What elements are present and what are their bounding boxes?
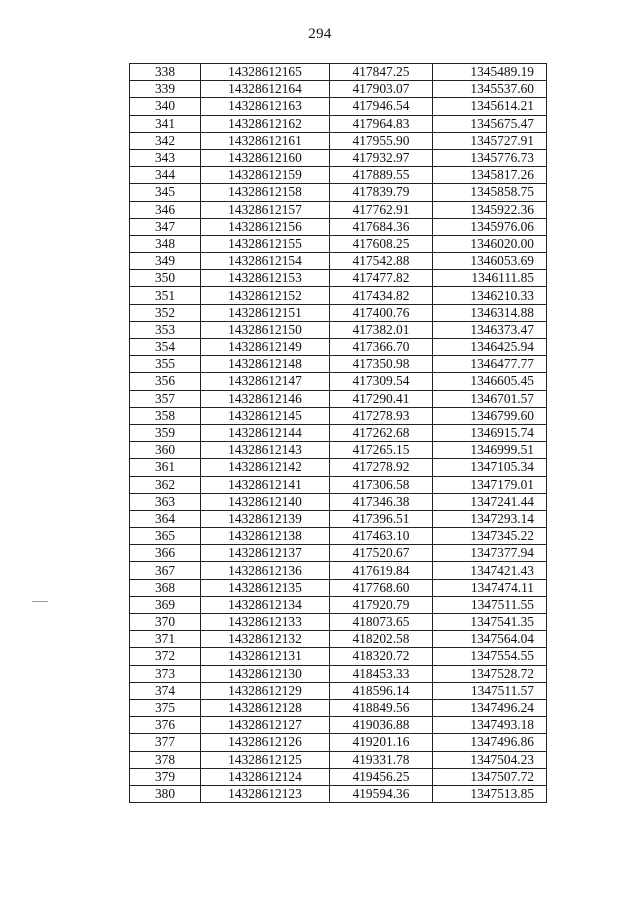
y-coordinate-cell: 1347507.72 bbox=[433, 768, 547, 785]
table-row bbox=[130, 528, 547, 545]
table-row bbox=[130, 717, 547, 734]
table-row bbox=[130, 682, 547, 699]
x-coordinate-cell: 417920.79 bbox=[330, 596, 433, 613]
y-coordinate-cell: 1346373.47 bbox=[433, 321, 547, 338]
x-coordinate-cell: 419456.25 bbox=[330, 768, 433, 785]
row-number-cell: 349 bbox=[130, 253, 201, 270]
row-number-cell: 368 bbox=[130, 579, 201, 596]
row-number-cell: 370 bbox=[130, 614, 201, 631]
y-coordinate-cell: 1347511.57 bbox=[433, 682, 547, 699]
table-row bbox=[130, 390, 547, 407]
cadastral-id-cell: 14328612135 bbox=[201, 579, 330, 596]
x-coordinate-cell: 417366.70 bbox=[330, 339, 433, 356]
y-coordinate-cell: 1346477.77 bbox=[433, 356, 547, 373]
row-number-cell: 375 bbox=[130, 699, 201, 716]
row-number-cell: 348 bbox=[130, 235, 201, 252]
table-row bbox=[130, 407, 547, 424]
table-row bbox=[130, 424, 547, 441]
table-row bbox=[130, 442, 547, 459]
row-number-cell: 371 bbox=[130, 631, 201, 648]
x-coordinate-cell: 417946.54 bbox=[330, 98, 433, 115]
y-coordinate-cell: 1347493.18 bbox=[433, 717, 547, 734]
cadastral-id-cell: 14328612147 bbox=[201, 373, 330, 390]
x-coordinate-cell: 418202.58 bbox=[330, 631, 433, 648]
row-number-cell: 341 bbox=[130, 115, 201, 132]
y-coordinate-cell: 1346425.94 bbox=[433, 339, 547, 356]
row-number-cell: 380 bbox=[130, 785, 201, 802]
cadastral-id-cell: 14328612137 bbox=[201, 545, 330, 562]
row-number-cell: 377 bbox=[130, 734, 201, 751]
table-row bbox=[130, 699, 547, 716]
x-coordinate-cell: 417396.51 bbox=[330, 510, 433, 527]
x-coordinate-cell: 417542.88 bbox=[330, 253, 433, 270]
cadastral-id-cell: 14328612142 bbox=[201, 459, 330, 476]
table-row bbox=[130, 562, 547, 579]
row-number-cell: 362 bbox=[130, 476, 201, 493]
x-coordinate-cell: 417964.83 bbox=[330, 115, 433, 132]
x-coordinate-cell: 419331.78 bbox=[330, 751, 433, 768]
x-coordinate-cell: 417684.36 bbox=[330, 218, 433, 235]
y-coordinate-cell: 1347541.35 bbox=[433, 614, 547, 631]
y-coordinate-cell: 1345489.19 bbox=[433, 64, 547, 81]
cadastral-id-cell: 14328612139 bbox=[201, 510, 330, 527]
y-coordinate-cell: 1347105.34 bbox=[433, 459, 547, 476]
cadastral-id-cell: 14328612133 bbox=[201, 614, 330, 631]
table-row bbox=[130, 167, 547, 184]
x-coordinate-cell: 417309.54 bbox=[330, 373, 433, 390]
y-coordinate-cell: 1347421.43 bbox=[433, 562, 547, 579]
cadastral-id-cell: 14328612150 bbox=[201, 321, 330, 338]
cadastral-id-cell: 14328612127 bbox=[201, 717, 330, 734]
y-coordinate-cell: 1347554.55 bbox=[433, 648, 547, 665]
x-coordinate-cell: 417619.84 bbox=[330, 562, 433, 579]
x-coordinate-cell: 417265.15 bbox=[330, 442, 433, 459]
table-row bbox=[130, 115, 547, 132]
table-row bbox=[130, 253, 547, 270]
row-number-cell: 354 bbox=[130, 339, 201, 356]
x-coordinate-cell: 417847.25 bbox=[330, 64, 433, 81]
coordinates-table-container bbox=[129, 63, 547, 803]
cadastral-id-cell: 14328612136 bbox=[201, 562, 330, 579]
y-coordinate-cell: 1347293.14 bbox=[433, 510, 547, 527]
y-coordinate-cell: 1347511.55 bbox=[433, 596, 547, 613]
row-number-cell: 352 bbox=[130, 304, 201, 321]
y-coordinate-cell: 1345776.73 bbox=[433, 149, 547, 166]
table-row bbox=[130, 648, 547, 665]
y-coordinate-cell: 1345817.26 bbox=[433, 167, 547, 184]
cadastral-id-cell: 14328612159 bbox=[201, 167, 330, 184]
x-coordinate-cell: 417477.82 bbox=[330, 270, 433, 287]
y-coordinate-cell: 1346915.74 bbox=[433, 424, 547, 441]
row-number-cell: 366 bbox=[130, 545, 201, 562]
table-row bbox=[130, 768, 547, 785]
y-coordinate-cell: 1347504.23 bbox=[433, 751, 547, 768]
x-coordinate-cell: 417350.98 bbox=[330, 356, 433, 373]
table-row bbox=[130, 596, 547, 613]
x-coordinate-cell: 417262.68 bbox=[330, 424, 433, 441]
table-row bbox=[130, 287, 547, 304]
y-coordinate-cell: 1346799.60 bbox=[433, 407, 547, 424]
x-coordinate-cell: 419201.16 bbox=[330, 734, 433, 751]
y-coordinate-cell: 1346605.45 bbox=[433, 373, 547, 390]
table-body bbox=[130, 64, 547, 803]
row-number-cell: 340 bbox=[130, 98, 201, 115]
table-row bbox=[130, 98, 547, 115]
table-row bbox=[130, 81, 547, 98]
y-coordinate-cell: 1347179.01 bbox=[433, 476, 547, 493]
cadastral-id-cell: 14328612163 bbox=[201, 98, 330, 115]
x-coordinate-cell: 417400.76 bbox=[330, 304, 433, 321]
row-number-cell: 369 bbox=[130, 596, 201, 613]
table-row bbox=[130, 373, 547, 390]
row-number-cell: 343 bbox=[130, 149, 201, 166]
row-number-cell: 364 bbox=[130, 510, 201, 527]
cadastral-id-cell: 14328612162 bbox=[201, 115, 330, 132]
y-coordinate-cell: 1346314.88 bbox=[433, 304, 547, 321]
table-row bbox=[130, 751, 547, 768]
x-coordinate-cell: 417290.41 bbox=[330, 390, 433, 407]
row-number-cell: 346 bbox=[130, 201, 201, 218]
y-coordinate-cell: 1347377.94 bbox=[433, 545, 547, 562]
x-coordinate-cell: 417762.91 bbox=[330, 201, 433, 218]
row-number-cell: 363 bbox=[130, 493, 201, 510]
y-coordinate-cell: 1347528.72 bbox=[433, 665, 547, 682]
row-number-cell: 347 bbox=[130, 218, 201, 235]
cadastral-id-cell: 14328612126 bbox=[201, 734, 330, 751]
y-coordinate-cell: 1346701.57 bbox=[433, 390, 547, 407]
y-coordinate-cell: 1347345.22 bbox=[433, 528, 547, 545]
cadastral-id-cell: 14328612138 bbox=[201, 528, 330, 545]
x-coordinate-cell: 418849.56 bbox=[330, 699, 433, 716]
table-row bbox=[130, 734, 547, 751]
y-coordinate-cell: 1345976.06 bbox=[433, 218, 547, 235]
row-number-cell: 351 bbox=[130, 287, 201, 304]
coordinates-table bbox=[129, 63, 547, 803]
x-coordinate-cell: 417889.55 bbox=[330, 167, 433, 184]
row-number-cell: 359 bbox=[130, 424, 201, 441]
row-number-cell: 361 bbox=[130, 459, 201, 476]
row-number-cell: 367 bbox=[130, 562, 201, 579]
cadastral-id-cell: 14328612158 bbox=[201, 184, 330, 201]
table-row bbox=[130, 579, 547, 596]
cadastral-id-cell: 14328612151 bbox=[201, 304, 330, 321]
x-coordinate-cell: 417608.25 bbox=[330, 235, 433, 252]
x-coordinate-cell: 417306.58 bbox=[330, 476, 433, 493]
cadastral-id-cell: 14328612165 bbox=[201, 64, 330, 81]
cadastral-id-cell: 14328612160 bbox=[201, 149, 330, 166]
x-coordinate-cell: 417768.60 bbox=[330, 579, 433, 596]
row-number-cell: 339 bbox=[130, 81, 201, 98]
cadastral-id-cell: 14328612123 bbox=[201, 785, 330, 802]
cadastral-id-cell: 14328612161 bbox=[201, 132, 330, 149]
table-row bbox=[130, 201, 547, 218]
cadastral-id-cell: 14328612130 bbox=[201, 665, 330, 682]
row-number-cell: 355 bbox=[130, 356, 201, 373]
cadastral-id-cell: 14328612124 bbox=[201, 768, 330, 785]
cadastral-id-cell: 14328612144 bbox=[201, 424, 330, 441]
y-coordinate-cell: 1346999.51 bbox=[433, 442, 547, 459]
y-coordinate-cell: 1345614.21 bbox=[433, 98, 547, 115]
table-row bbox=[130, 631, 547, 648]
page-number: 294 bbox=[308, 26, 332, 42]
row-number-cell: 374 bbox=[130, 682, 201, 699]
row-number-cell: 353 bbox=[130, 321, 201, 338]
x-coordinate-cell: 417932.97 bbox=[330, 149, 433, 166]
row-number-cell: 373 bbox=[130, 665, 201, 682]
table-row bbox=[130, 665, 547, 682]
margin-mark bbox=[32, 601, 48, 602]
row-number-cell: 344 bbox=[130, 167, 201, 184]
y-coordinate-cell: 1345858.75 bbox=[433, 184, 547, 201]
table-row bbox=[130, 785, 547, 802]
x-coordinate-cell: 417278.92 bbox=[330, 459, 433, 476]
table-row bbox=[130, 356, 547, 373]
cadastral-id-cell: 14328612154 bbox=[201, 253, 330, 270]
y-coordinate-cell: 1345675.47 bbox=[433, 115, 547, 132]
cadastral-id-cell: 14328612143 bbox=[201, 442, 330, 459]
row-number-cell: 350 bbox=[130, 270, 201, 287]
cadastral-id-cell: 14328612164 bbox=[201, 81, 330, 98]
cadastral-id-cell: 14328612155 bbox=[201, 235, 330, 252]
y-coordinate-cell: 1347564.04 bbox=[433, 631, 547, 648]
x-coordinate-cell: 418073.65 bbox=[330, 614, 433, 631]
table-row bbox=[130, 510, 547, 527]
table-row bbox=[130, 476, 547, 493]
row-number-cell: 378 bbox=[130, 751, 201, 768]
row-number-cell: 356 bbox=[130, 373, 201, 390]
y-coordinate-cell: 1345727.91 bbox=[433, 132, 547, 149]
row-number-cell: 357 bbox=[130, 390, 201, 407]
x-coordinate-cell: 418596.14 bbox=[330, 682, 433, 699]
x-coordinate-cell: 417382.01 bbox=[330, 321, 433, 338]
table-row bbox=[130, 132, 547, 149]
row-number-cell: 372 bbox=[130, 648, 201, 665]
row-number-cell: 338 bbox=[130, 64, 201, 81]
cadastral-id-cell: 14328612149 bbox=[201, 339, 330, 356]
cadastral-id-cell: 14328612148 bbox=[201, 356, 330, 373]
row-number-cell: 358 bbox=[130, 407, 201, 424]
table-row bbox=[130, 64, 547, 81]
table-row bbox=[130, 218, 547, 235]
table-row bbox=[130, 545, 547, 562]
y-coordinate-cell: 1347474.11 bbox=[433, 579, 547, 596]
cadastral-id-cell: 14328612134 bbox=[201, 596, 330, 613]
x-coordinate-cell: 417839.79 bbox=[330, 184, 433, 201]
cadastral-id-cell: 14328612125 bbox=[201, 751, 330, 768]
cadastral-id-cell: 14328612153 bbox=[201, 270, 330, 287]
x-coordinate-cell: 417520.67 bbox=[330, 545, 433, 562]
x-coordinate-cell: 418320.72 bbox=[330, 648, 433, 665]
y-coordinate-cell: 1346111.85 bbox=[433, 270, 547, 287]
x-coordinate-cell: 417463.10 bbox=[330, 528, 433, 545]
table-row bbox=[130, 339, 547, 356]
x-coordinate-cell: 417346.38 bbox=[330, 493, 433, 510]
y-coordinate-cell: 1347241.44 bbox=[433, 493, 547, 510]
y-coordinate-cell: 1347496.24 bbox=[433, 699, 547, 716]
cadastral-id-cell: 14328612146 bbox=[201, 390, 330, 407]
cadastral-id-cell: 14328612152 bbox=[201, 287, 330, 304]
table-row bbox=[130, 149, 547, 166]
y-coordinate-cell: 1346020.00 bbox=[433, 235, 547, 252]
y-coordinate-cell: 1345537.60 bbox=[433, 81, 547, 98]
y-coordinate-cell: 1346210.33 bbox=[433, 287, 547, 304]
cadastral-id-cell: 14328612129 bbox=[201, 682, 330, 699]
y-coordinate-cell: 1346053.69 bbox=[433, 253, 547, 270]
x-coordinate-cell: 417278.93 bbox=[330, 407, 433, 424]
y-coordinate-cell: 1347496.86 bbox=[433, 734, 547, 751]
table-row bbox=[130, 304, 547, 321]
x-coordinate-cell: 417903.07 bbox=[330, 81, 433, 98]
row-number-cell: 360 bbox=[130, 442, 201, 459]
y-coordinate-cell: 1345922.36 bbox=[433, 201, 547, 218]
table-row bbox=[130, 493, 547, 510]
row-number-cell: 376 bbox=[130, 717, 201, 734]
table-row bbox=[130, 321, 547, 338]
cadastral-id-cell: 14328612141 bbox=[201, 476, 330, 493]
table-row bbox=[130, 270, 547, 287]
cadastral-id-cell: 14328612140 bbox=[201, 493, 330, 510]
x-coordinate-cell: 417955.90 bbox=[330, 132, 433, 149]
cadastral-id-cell: 14328612132 bbox=[201, 631, 330, 648]
y-coordinate-cell: 1347513.85 bbox=[433, 785, 547, 802]
row-number-cell: 379 bbox=[130, 768, 201, 785]
table-row bbox=[130, 184, 547, 201]
row-number-cell: 365 bbox=[130, 528, 201, 545]
row-number-cell: 342 bbox=[130, 132, 201, 149]
table-row bbox=[130, 614, 547, 631]
x-coordinate-cell: 418453.33 bbox=[330, 665, 433, 682]
table-row bbox=[130, 235, 547, 252]
cadastral-id-cell: 14328612128 bbox=[201, 699, 330, 716]
x-coordinate-cell: 417434.82 bbox=[330, 287, 433, 304]
table-row bbox=[130, 459, 547, 476]
x-coordinate-cell: 419036.88 bbox=[330, 717, 433, 734]
cadastral-id-cell: 14328612145 bbox=[201, 407, 330, 424]
row-number-cell: 345 bbox=[130, 184, 201, 201]
cadastral-id-cell: 14328612131 bbox=[201, 648, 330, 665]
cadastral-id-cell: 14328612156 bbox=[201, 218, 330, 235]
x-coordinate-cell: 419594.36 bbox=[330, 785, 433, 802]
cadastral-id-cell: 14328612157 bbox=[201, 201, 330, 218]
